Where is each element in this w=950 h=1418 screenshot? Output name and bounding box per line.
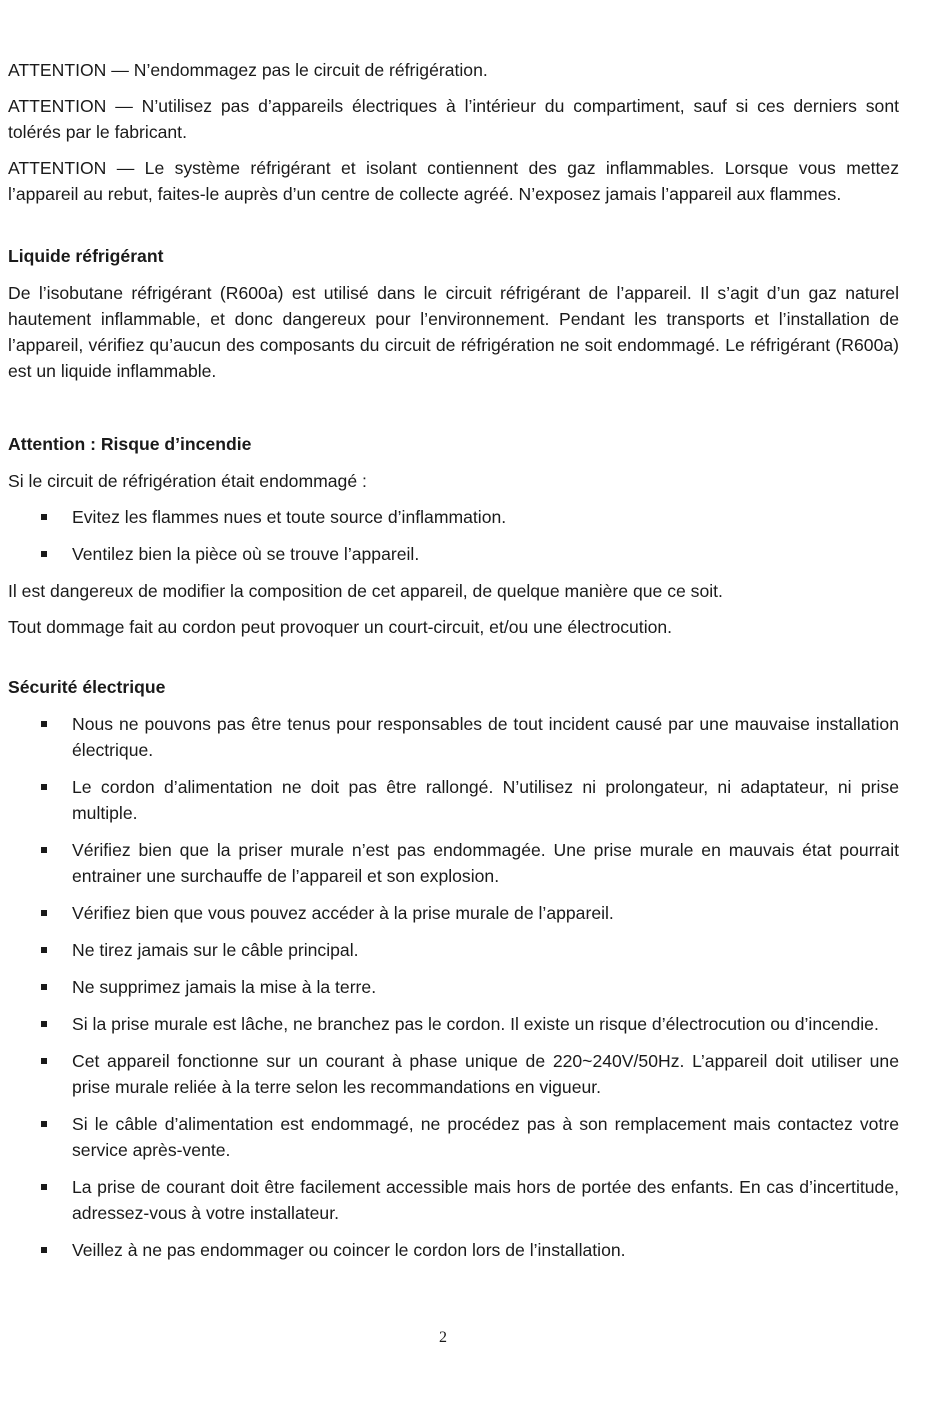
list-item [8, 504, 899, 530]
list-item-text: Nous ne pouvons pas être tenus pour responsables de tout incident causé par une mauvaise installation électrique. [72, 714, 899, 760]
document-page [8, 57, 899, 1274]
list-item-text: Cet appareil fonctionne sur un courant à phase unique de 220~240V/50Hz. L’appareil doit utiliser une prise murale reliée à la terre selon les recommandations en vigueur. [72, 1051, 899, 1097]
fire-risk-list [8, 504, 899, 567]
bullet-icon [41, 514, 47, 520]
bullet-icon [41, 721, 47, 727]
spacer [8, 394, 899, 431]
list-item [8, 837, 899, 889]
spacer [8, 217, 899, 243]
list-item-text: Vérifiez bien que vous pouvez accéder à la prise murale de l’appareil. [72, 903, 614, 923]
list-item [8, 1048, 899, 1100]
list-item-text: La prise de courant doit être facilement accessible mais hors de portée des enfants. En cas d’incertitude, adressez-vous à votre installateur. [72, 1177, 899, 1223]
bullet-icon [41, 784, 47, 790]
bullet-icon [41, 947, 47, 953]
refrigerant-paragraph: De l’isobutane réfrigérant (R600a) est utilisé dans le circuit réfrigérant de l’appareil. Il s’agit d’un gaz naturel hautement inflammable, et donc dangereux pour l’environnement. Pendant les transports et l’installation de l’appareil, vérifiez qu’aucun des composants du circuit de réfrigération ne soit endommagé. Le réfrigérant (R600a) est un liquide inflammable. [8, 283, 899, 381]
list-item-text: Ne supprimez jamais la mise à la terre. [72, 977, 377, 997]
bullet-icon [41, 847, 47, 853]
list-item [8, 1237, 899, 1263]
list-item-text: Le cordon d’alimentation ne doit pas être rallongé. N’utilisez ni prolongateur, ni adaptateur, ni prise multiple. [72, 777, 899, 823]
list-item [8, 541, 899, 567]
page-number: 2 [439, 1329, 447, 1346]
fire-risk-note: Il est dangereux de modifier la composition de cet appareil, de quelque manière que ce soit. [8, 581, 723, 601]
bullet-icon [41, 1247, 47, 1253]
list-item [8, 1011, 899, 1037]
bullet-icon [41, 910, 47, 916]
fire-risk-intro: Si le circuit de réfrigération était endommagé : [8, 471, 367, 491]
bullet-icon [41, 551, 47, 557]
list-item-text: Ne tirez jamais sur le câble principal. [72, 940, 359, 960]
fire-risk-note: Tout dommage fait au cordon peut provoquer un court-circuit, et/ou une électrocution. [8, 617, 673, 637]
bullet-icon [41, 1184, 47, 1190]
list-item [8, 937, 899, 963]
list-item [8, 1111, 899, 1163]
list-item [8, 974, 899, 1000]
list-item-text: Ventilez bien la pièce où se trouve l’appareil. [72, 544, 420, 564]
list-item [8, 900, 899, 926]
warning-paragraph: ATTENTION — N’endommagez pas le circuit de réfrigération. [8, 60, 488, 80]
section-heading-electrical-safety: Sécurité électrique [8, 677, 166, 697]
bullet-icon [41, 1121, 47, 1127]
warning-paragraph: ATTENTION — Le système réfrigérant et isolant contiennent des gaz inflammables. Lorsque vous mettez l’appareil au rebut, faites-le auprès d’un centre de collecte agréé. N’exposez jamais l’appareil aux flammes. [8, 158, 899, 204]
section-heading-fire-risk: Attention : Risque d’incendie [8, 434, 252, 454]
section-heading-refrigerant: Liquide réfrigérant [8, 246, 164, 266]
list-item [8, 1174, 899, 1226]
bullet-icon [41, 1058, 47, 1064]
spacer [8, 650, 899, 674]
bullet-icon [41, 984, 47, 990]
warning-paragraph: ATTENTION — N’utilisez pas d’appareils électriques à l’intérieur du compartiment, sauf si ces derniers sont tolérés par le fabricant. [8, 96, 899, 142]
list-item-text: Vérifiez bien que la priser murale n’est pas endommagée. Une prise murale en mauvais état pourrait entrainer une surchauffe de l’appareil et son explosion. [72, 840, 899, 886]
list-item [8, 774, 899, 826]
list-item [8, 711, 899, 763]
list-item-text: Si la prise murale est lâche, ne branchez pas le cordon. Il existe un risque d’électrocution ou d’incendie. [72, 1014, 879, 1034]
list-item-text: Si le câble d’alimentation est endommagé, ne procédez pas à son remplacement mais contactez votre service après-vente. [72, 1114, 899, 1160]
list-item-text: Veillez à ne pas endommager ou coincer le cordon lors de l’installation. [72, 1240, 626, 1260]
bullet-icon [41, 1021, 47, 1027]
list-item-text: Evitez les flammes nues et toute source d’inflammation. [72, 507, 507, 527]
electrical-safety-list [8, 711, 899, 1263]
